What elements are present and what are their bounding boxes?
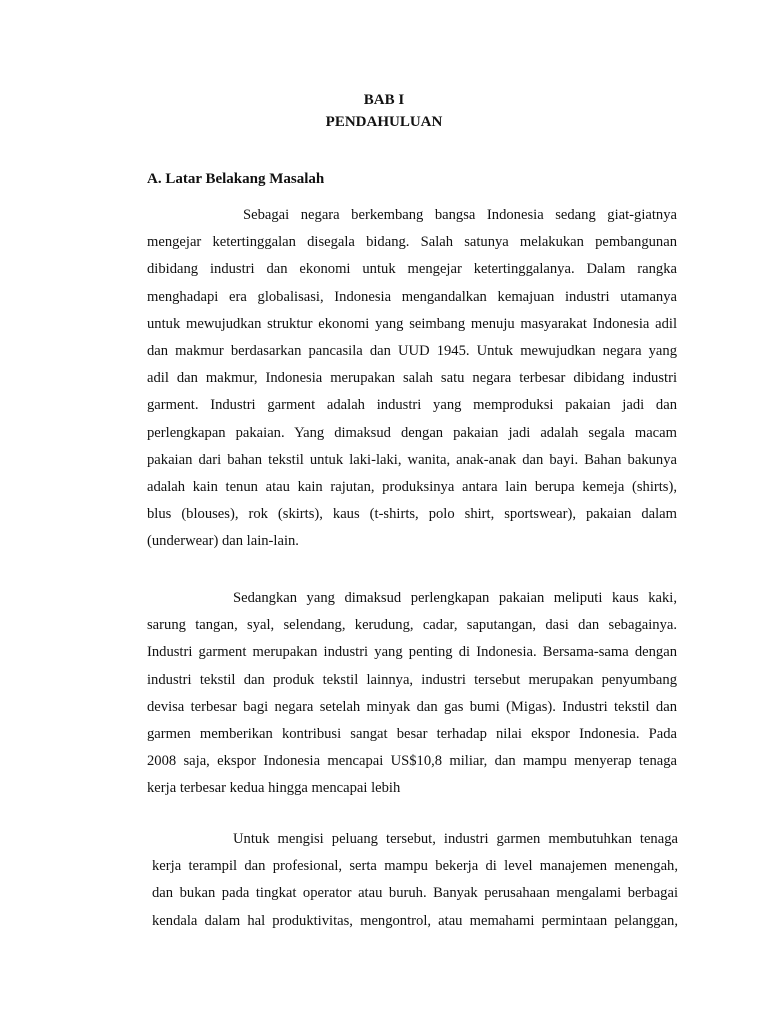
paragraph-2 (147, 585, 677, 803)
text-line: dan makmur berdasarkan pancasila dan UUD 1945. Untuk mewujudkan negara yang (147, 343, 677, 360)
text-line: dibidang industri dan ekonomi untuk mengejar ketertinggalanya. Dalam rangka (147, 261, 677, 278)
text-line: Industri garment merupakan industri yang penting di Indonesia. Bersama-sama dengan (147, 644, 677, 661)
text-line: adalah kain tenun atau kain rajutan, produksinya antara lain berupa kemeja (shirts), (147, 479, 677, 496)
text-line: garment. Industri garment adalah industri yang memproduksi pakaian jadi dan (147, 397, 677, 414)
text-line: garmen memberikan kontribusi sangat besar terhadap nilai ekspor Indonesia. Pada (147, 726, 677, 743)
paragraph-3 (152, 826, 678, 935)
text-line: menghadapi era globalisasi, Indonesia mengandalkan kemajuan industri utamanya (147, 288, 677, 305)
text-line: Untuk mengisi peluang tersebut, industri garmen membutuhkan tenaga (233, 831, 678, 847)
text-line: untuk mewujudkan struktur ekonomi yang seimbang menuju masyarakat Indonesia adil (147, 315, 677, 332)
text-line: kendala dalam hal produktivitas, mengontrol, atau memahami permintaan pelanggan, (152, 912, 678, 929)
text-line: kerja terampil dan profesional, serta mampu bekerja di level manajemen menengah, (152, 858, 678, 875)
paragraph-1 (147, 202, 677, 556)
text-line: perlengkapan pakaian. Yang dimaksud dengan pakaian jadi adalah segala macam (147, 424, 677, 441)
section-heading: A. Latar Belakang Masalah (147, 171, 325, 187)
chapter-title: PENDAHULUAN (325, 114, 443, 130)
text-line: industri tekstil dan produk tekstil lainnya, industri tersebut merupakan penyumbang (147, 671, 677, 688)
text-line: Sedangkan yang dimaksud perlengkapan pakaian meliputi kaus kaki, (233, 590, 677, 606)
text-line: blus (blouses), rok (skirts), kaus (t-shirts, polo shirt, sportswear), pakaian dalam (147, 506, 677, 523)
text-line: mengejar ketertinggalan disegala bidang. Salah satunya melakukan pembangunan (147, 234, 677, 251)
chapter-number: BAB I (363, 92, 405, 108)
text-line: devisa terbesar bagi negara setelah minyak dan gas bumi (Migas). Industri tekstil dan (147, 698, 677, 715)
text-line: pakaian dari bahan tekstil untuk laki-laki, wanita, anak-anak dan bayi. Bahan bakunya (147, 451, 677, 468)
text-line: Sebagai negara berkembang bangsa Indonesia sedang giat-giatnya (243, 207, 677, 223)
text-line: 2008 saja, ekspor Indonesia mencapai US$10,8 miliar, dan mampu menyerap tenaga (147, 753, 677, 770)
text-line: (underwear) dan lain-lain. (147, 533, 299, 550)
text-line: adil dan makmur, Indonesia merupakan salah satu negara terbesar dibidang industri (147, 370, 677, 387)
text-line: kerja terbesar kedua hingga mencapai lebih (147, 780, 401, 797)
text-line: dan bukan pada tingkat operator atau buruh. Banyak perusahaan mengalami berbagai (152, 885, 678, 902)
text-line: sarung tangan, syal, selendang, kerudung, cadar, saputangan, dasi dan sebagainya. (147, 617, 677, 634)
